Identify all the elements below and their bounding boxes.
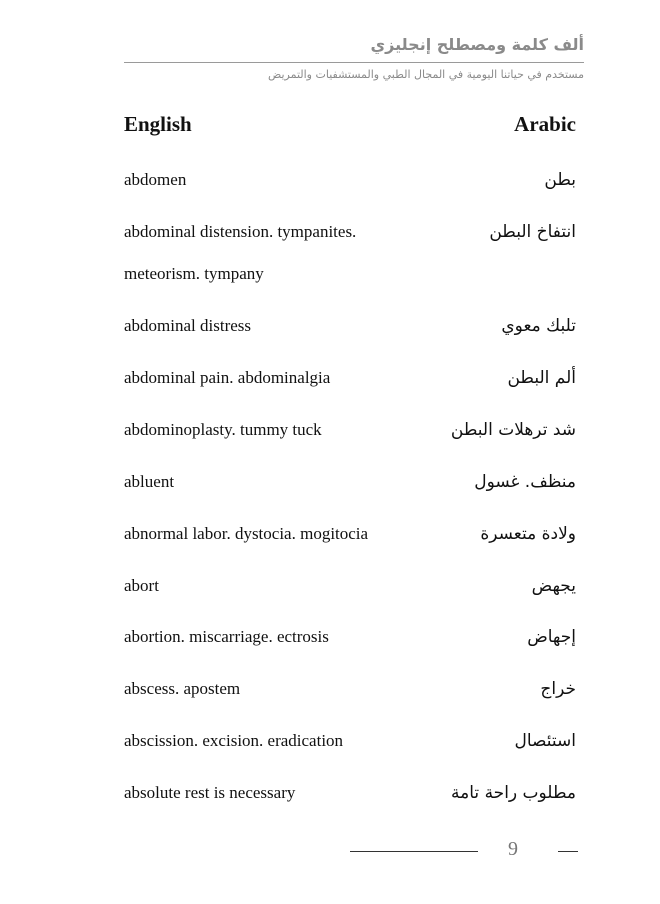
entry-english-continued: meteorism. tympany [124,264,264,283]
book-subtitle: مستخدم في حياتنا اليومية في المجال الطبي والمستشفيات والتمريض [267,68,584,81]
entry-english: abdominal distension. tympanites. [124,222,357,241]
entry-arabic: منظف. غسول [474,472,576,492]
entry-english: abdominal distress [124,316,252,335]
entry-arabic: استئصال [514,731,576,751]
book-title: ألف كلمة ومصطلح إنجليزي [370,35,584,54]
page-number: 9 [508,838,518,860]
entry-english: abluent [124,472,175,491]
header-divider [124,62,584,63]
entry-arabic: بطن [544,170,576,190]
entry-english: absolute rest is necessary [124,783,296,802]
entry-arabic: خراج [540,679,576,699]
entry-english: abort [124,576,159,595]
entry-english: abortion. miscarriage. ectrosis [124,627,329,646]
page-header [124,34,584,83]
entry-arabic: يجهض [531,576,576,596]
entry-arabic: تلبك معوي [501,316,576,336]
english-column-heading: English [124,112,192,136]
entry-english: abnormal labor. dystocia. mogitocia [124,524,369,543]
footer-rule-left [350,851,478,852]
footer-rule-right [558,851,578,852]
arabic-column-heading: Arabic [514,112,576,136]
entry-arabic: ولادة متعسرة [480,524,576,544]
entry-english: abscess. apostem [124,679,241,698]
entry-arabic: انتفاخ البطن [489,222,576,242]
entry-arabic: إجهاض [527,627,576,647]
entry-english: abdominal pain. abdominalgia [124,368,331,387]
entry-arabic: ألم البطن [507,368,576,388]
entry-english: abscission. excision. eradication [124,731,344,750]
entry-english: abdominoplasty. tummy tuck [124,420,322,439]
entry-arabic: شد ترهلات البطن [450,420,576,440]
entry-arabic: مطلوب راحة تامة [451,783,576,803]
entry-english: abdomen [124,170,187,189]
